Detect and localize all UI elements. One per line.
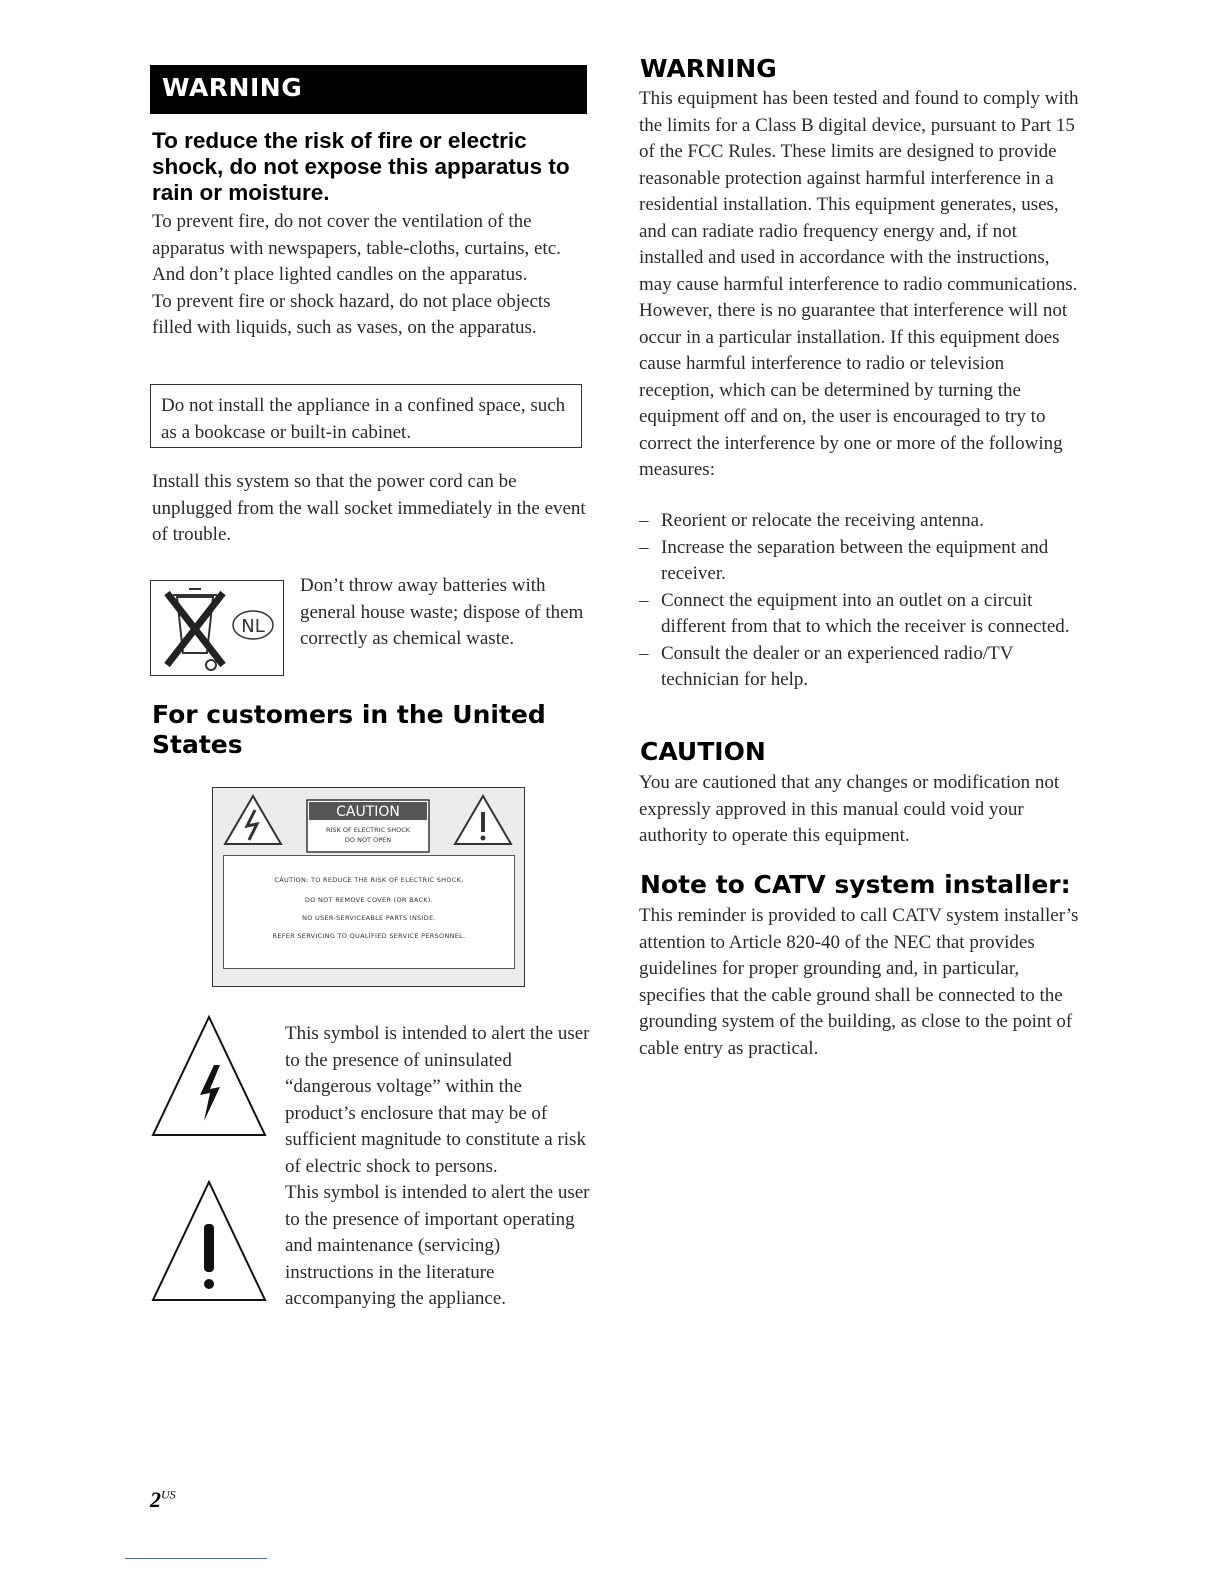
page-number xyxy=(150,1487,176,1513)
fire-prevention-text xyxy=(152,209,588,342)
risk-heading: To reduce the risk of fire or electric shock, do not expose this apparatus to rain or moisture. xyxy=(152,128,570,205)
caution-label-sub2: DO NOT OPEN xyxy=(344,836,392,844)
crossed-bin-symbol xyxy=(150,580,284,676)
exclamation-warning-icon xyxy=(150,1178,268,1304)
caution-label-line3: NO USER-SERVICEABLE PARTS INSIDE. xyxy=(302,914,436,922)
lightning-symbol-text: This symbol is intended to alert the user to the presence of uninsulated “dangerous voltage” within the product’s enclosure that may be of sufficient magnitude to constitute a risk of electric shock to persons. xyxy=(285,1023,590,1177)
fcc-compliance-text: This equipment has been tested and found to comply with the limits for a Class B digital device, pursuant to Part 15 of the FCC Rules. These limits are designed to provide reasonable protection against harmful interference in a residential installation. This equipment generates, uses, and can radiate radio frequency energy and, if not installed and used in accordance with the instructions, may cause harmful interference to radio communications. However, there is no guarantee that interference will not occur in a particular installation. If this equipment does cause harmful interference to radio or television reception, which can be determined by turning the equipment off and on, the user is encouraged to try to correct the interference by one or more of the following measures: xyxy=(639,88,1079,480)
caution-text: You are cautioned that any changes or modification not expressly approved in this manual could void your authority to operate this equipment. xyxy=(639,772,1060,846)
caution-label-line2: DO NOT REMOVE COVER (OR BACK). xyxy=(304,896,434,904)
us-customers-heading: For customers in the United States xyxy=(152,700,546,759)
list-item: – Increase the separation between the equipment and receiver. xyxy=(639,535,1079,588)
page-number-suffix: US xyxy=(161,1487,176,1502)
confined-space-notice: Do not install the appliance in a confined space, such as a bookcase or built-in cabinet. xyxy=(150,384,582,448)
fire-paragraph-2: To prevent fire or shock hazard, do not place objects filled with liquids, such as vases, on the apparatus. xyxy=(152,290,551,338)
footer-rule xyxy=(125,1558,267,1559)
fire-paragraph-1: To prevent fire, do not cover the ventilation of the apparatus with newspapers, table-cloths, curtains, etc. And don’t place lighted candles on the apparatus. xyxy=(152,211,561,285)
nl-label: NL xyxy=(241,616,265,637)
caution-label-line4: REFER SERVICING TO QUALIFIED SERVICE PERSONNEL. xyxy=(272,932,466,940)
caution-label-top xyxy=(213,788,524,854)
crossed-bin-icon xyxy=(151,581,283,675)
warning-banner-text: WARNING xyxy=(162,73,303,102)
list-item: – Connect the equipment into an outlet on a circuit different from that to which the receiver is connected. xyxy=(639,588,1079,641)
catv-text: This reminder is provided to call CATV system installer’s attention to Article 820-40 of the NEC that provides guidelines for proper grounding and, in particular, specifies that the cable ground shall be connected to the grounding system of the building, as close to the point of cable entry as practical. xyxy=(639,905,1079,1059)
list-item: – Reorient or relocate the receiving antenna. xyxy=(639,508,1079,535)
catv-heading: Note to CATV system installer: xyxy=(640,870,1071,899)
list-item: – Consult the dealer or an experienced radio/TV technician for help. xyxy=(639,641,1079,694)
interference-measures-list xyxy=(639,508,1079,694)
caution-label-title: CAUTION xyxy=(336,804,400,820)
install-text: Install this system so that the power cord can be unplugged from the wall socket immediately in the event of trouble. xyxy=(152,471,586,545)
caution-label-text-panel xyxy=(223,855,515,969)
page-number-digit: 2 xyxy=(150,1487,161,1512)
exclamation-symbol-text: This symbol is intended to alert the user to the presence of important operating and maintenance (servicing) instructions in the literature accompanying the appliance. xyxy=(285,1182,590,1309)
lightning-warning-icon xyxy=(150,1013,268,1139)
caution-label-graphic xyxy=(212,787,525,987)
warning-banner xyxy=(150,65,587,114)
caution-heading: CAUTION xyxy=(640,737,766,766)
caution-label-line1: CAUTION: TO REDUCE THE RISK OF ELECTRIC SHOCK, xyxy=(274,876,464,884)
batteries-text: Don’t throw away batteries with general house waste; dispose of them correctly as chemical waste. xyxy=(300,575,584,649)
caution-label-sub1: RISK OF ELECTRIC SHOCK xyxy=(325,826,411,834)
fcc-warning-heading: WARNING xyxy=(640,54,777,83)
